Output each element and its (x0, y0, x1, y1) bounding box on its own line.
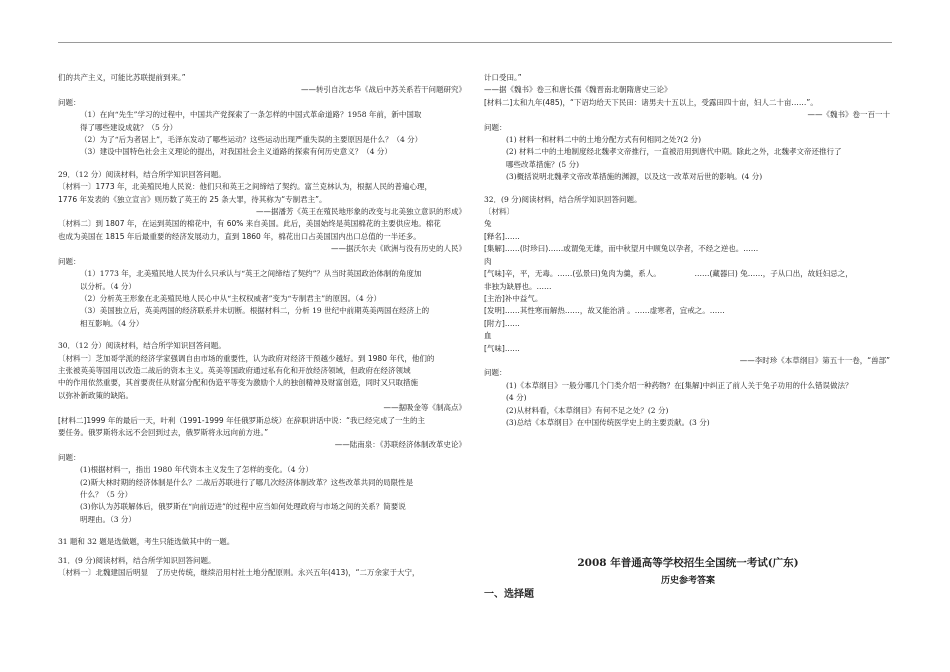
material-text: 血 (484, 331, 492, 341)
answer-title: 2008 年普通高等学校招生全国统一考试(广东) (577, 557, 799, 569)
right-column (484, 72, 892, 429)
source-citation: ——《魏书》卷一百一十 (807, 110, 890, 120)
question-item: (2)斯大林时期的经济体制是什么？二战后苏联进行了哪几次经济体制改革？这些改革共同的局限性是 (80, 477, 414, 487)
material-text: 要任务。俄罗斯将永远不会回到过去，俄罗斯将永远向前方进。” (58, 427, 269, 437)
source-citation: ——据《魏书》卷三和唐长孺《魏晋南北朝隋唐史三论》 (484, 85, 672, 95)
material-text: 〔材料一〕1773 年，北美殖民地人民说：他们只和英王之间缔结了契约。富兰克林认为，根据人民的普遍心理， (58, 182, 432, 192)
question-item: （1）在向“先生”学习的过程中，中国共产党探索了一条怎样的中国式革命道路？1958 年前，新中国取 (80, 110, 422, 120)
question-item: (4 分) (506, 393, 527, 403)
source-citation: ——李时珍《本草纲目》第五十一卷，“兽部” (739, 355, 890, 365)
question-item: (2)从材料看，《本草纲目》有何不足之处？(2 分) (506, 405, 669, 415)
left-column (58, 72, 468, 579)
question-item: （2）为了“后为者居上”，毛泽东发动了哪些运动？这些运动出现严重失误的主要原因是什么？（4 分） (80, 135, 423, 145)
source-citation: ——据潘芳《英王在殖民地形象的改变与北美独立意识的形成》 (256, 207, 466, 217)
text-line: 问题： (58, 256, 81, 266)
material-text: 以弥补新政策的缺陷。 (58, 390, 133, 400)
question-item: 相互影响。（4 分） (80, 318, 144, 328)
question-item: (2) 材料二中的土地制度经北魏孝文帝推行，一直被沿用到唐代中期。除此之外，北魏孝文帝还推行了 (506, 147, 842, 157)
question-item: 哪些改革措施？(5 分) (506, 159, 580, 169)
material-text: 〔材料一〕北魏建国后明显 了历史传统，继续沿用村社土地分配原则。永兴五年(413)，“二万余家于大宁， (58, 568, 420, 578)
question-item: （1）1773 年，北美殖民地人民为什么只承认与“英王之间缔结了契约”？从当时英国政治体制的角度加 (80, 269, 422, 279)
question-item: (1) 材料一和材料二中的土地分配方式有何相同之处?(2 分) (506, 135, 702, 145)
material-text: 1776 年发表的《独立宣言》则历数了英王的 25 条大罪，待其称为“专制君主”。 (58, 194, 327, 204)
question-item: （3）建设中国特色社会主义理论的提出，对我国社会主义道路的探索有何历史意义？（4 分） (80, 147, 392, 157)
question-item: (1)《本草纲目》一般分哪几个门类介绍一种药物？在[集解]中纠正了前人关于兔子功用的什么错误做法？ (506, 380, 853, 390)
text-line: 〔材料〕 (484, 207, 514, 217)
question-item: 得了哪些建设成就？（5 分） (80, 122, 178, 132)
question-item: （3）美国独立后，英美两国的经济联系并未切断。根据材料二，分析 19 世纪中前期英美两国在经济上的 (80, 306, 430, 316)
material-text: 也成为美国在 1815 年后最重要的经济发展动力，直到 1860 年，棉花出口占美国国内出口总值的一半还多。 (58, 231, 421, 241)
material-text: 非独为缺唇也。…… (484, 281, 552, 291)
material-text: 肉 (484, 256, 492, 266)
section-heading: 一、选择题 (484, 589, 534, 600)
material-text: [气味]辛，平，无毒。……(弘景曰)兔肉为羹，系人。 ……(藏器曰) 兔……，子从口出，故妊妇忌之， (484, 269, 853, 279)
source-citation: ——转引自沈志华《战后中苏关系若干问题研究》 (301, 85, 466, 95)
question-item: 什么？（5 分） (80, 490, 133, 499)
material-text: 计口受田。” (484, 73, 522, 82)
text-line: 问题： (484, 122, 507, 132)
material-text: [气味]…… (484, 343, 520, 353)
source-citation: ——据吸金等《制高点》 (383, 403, 466, 413)
material-text: 〔材料一〕芝加哥学派的经济学家强调自由市场的重要性，认为政府对经济干预越少越好。到 1980 年代，他们的 (58, 353, 435, 363)
material-text: [附方]…… (484, 318, 520, 328)
material-text: 兔 (484, 219, 492, 229)
material-text: [材料二]1999 年的最后一天，叶利（1991-1999 年任俄罗斯总统）在辞职讲话中说：“我已经完成了一生的主 (58, 415, 425, 425)
question-item: (3)概括说明北魏孝文帝改革措施的渊源，以及这一改革对后世的影响。(4 分) (506, 172, 763, 182)
question-heading: 30．（12 分）阅读材料，结合所学知识回答问题。 (58, 341, 226, 351)
answer-subtitle: 历史参考答案 (660, 576, 715, 586)
question-item: (1)根据材料一，指出 1980 年代资本主义发生了怎样的变化。（4 分） (80, 465, 313, 475)
question-heading: 32．(9 分)阅读材料，结合所学知识回答问题。 (484, 194, 642, 204)
material-text: [主治]补中益气。 (484, 293, 543, 303)
question-heading: 31．(9 分)阅读材料，结合所学知识回答问题。 (58, 555, 216, 565)
question-heading: 29．（12 分）阅读材料，结合所学知识回答问题。 (58, 169, 226, 179)
material-text: [集解]……(时珍曰)……或谓兔无雄，而中秋望月中顾兔以孕者，不经之逆也。…… (484, 244, 759, 254)
text-line: 31 题和 32 题是选做题，考生只能选做其中的一题。 (58, 537, 235, 547)
question-item: (3)你认为苏联解体后，俄罗斯在“向前迈进”的过程中应当如何处理政府与市场之间的关系？简要说 (80, 502, 406, 512)
source-citation: ——陆南泉：《苏联经济体制改革史论》 (334, 440, 466, 450)
material-text: [发明]……其性寒而解热……，故又能治消 。……虚寒者，宜戒之。…… (484, 306, 725, 316)
question-item: （2）分析英王形象在北美殖民地人民心中从“主权权威者”变为“专制君主”的原因。（4 分） (80, 293, 382, 303)
material-text: 〔材料二〕到 1807 年，在运到英国的棉花中，有 60% 来自美国。此后，美国始终是英国棉花的主要供应地。棉花 (58, 219, 441, 229)
text-line: 们的共产主义，可能比苏联提前到来。” (58, 73, 186, 82)
material-text: [材料二]太和九年(485)，“下诏均给天下民田：诸男夫十五以上，受露田四十亩，妇人二十亩……”。 (484, 97, 818, 107)
question-item: (3)总结《本草纲目》在中国传统医学史上的主要贡献。(3 分) (506, 417, 710, 427)
question-item: 以分析。（4 分） (80, 281, 136, 291)
material-text: 主张被英美等国用以改造二战后的资本主义。英美等国政府通过私有化和开放经济领域，但政府在经济领域 (58, 365, 411, 375)
text-line: 问题： (58, 97, 81, 107)
text-line: 问题： (58, 452, 81, 462)
header-rule (58, 42, 892, 43)
question-item: 明理由。（3 分） (80, 514, 136, 524)
material-text: 中的作用依然重要，其首要责任从财富分配和伪造平等变为激励个人的独创精神及财富创造，同时又只取措施 (58, 378, 418, 388)
material-text: [释名]…… (484, 231, 520, 241)
text-line: 问题： (484, 368, 507, 378)
source-citation: ——据沃尔夫《欧洲与没有历史的人民》 (331, 244, 466, 254)
